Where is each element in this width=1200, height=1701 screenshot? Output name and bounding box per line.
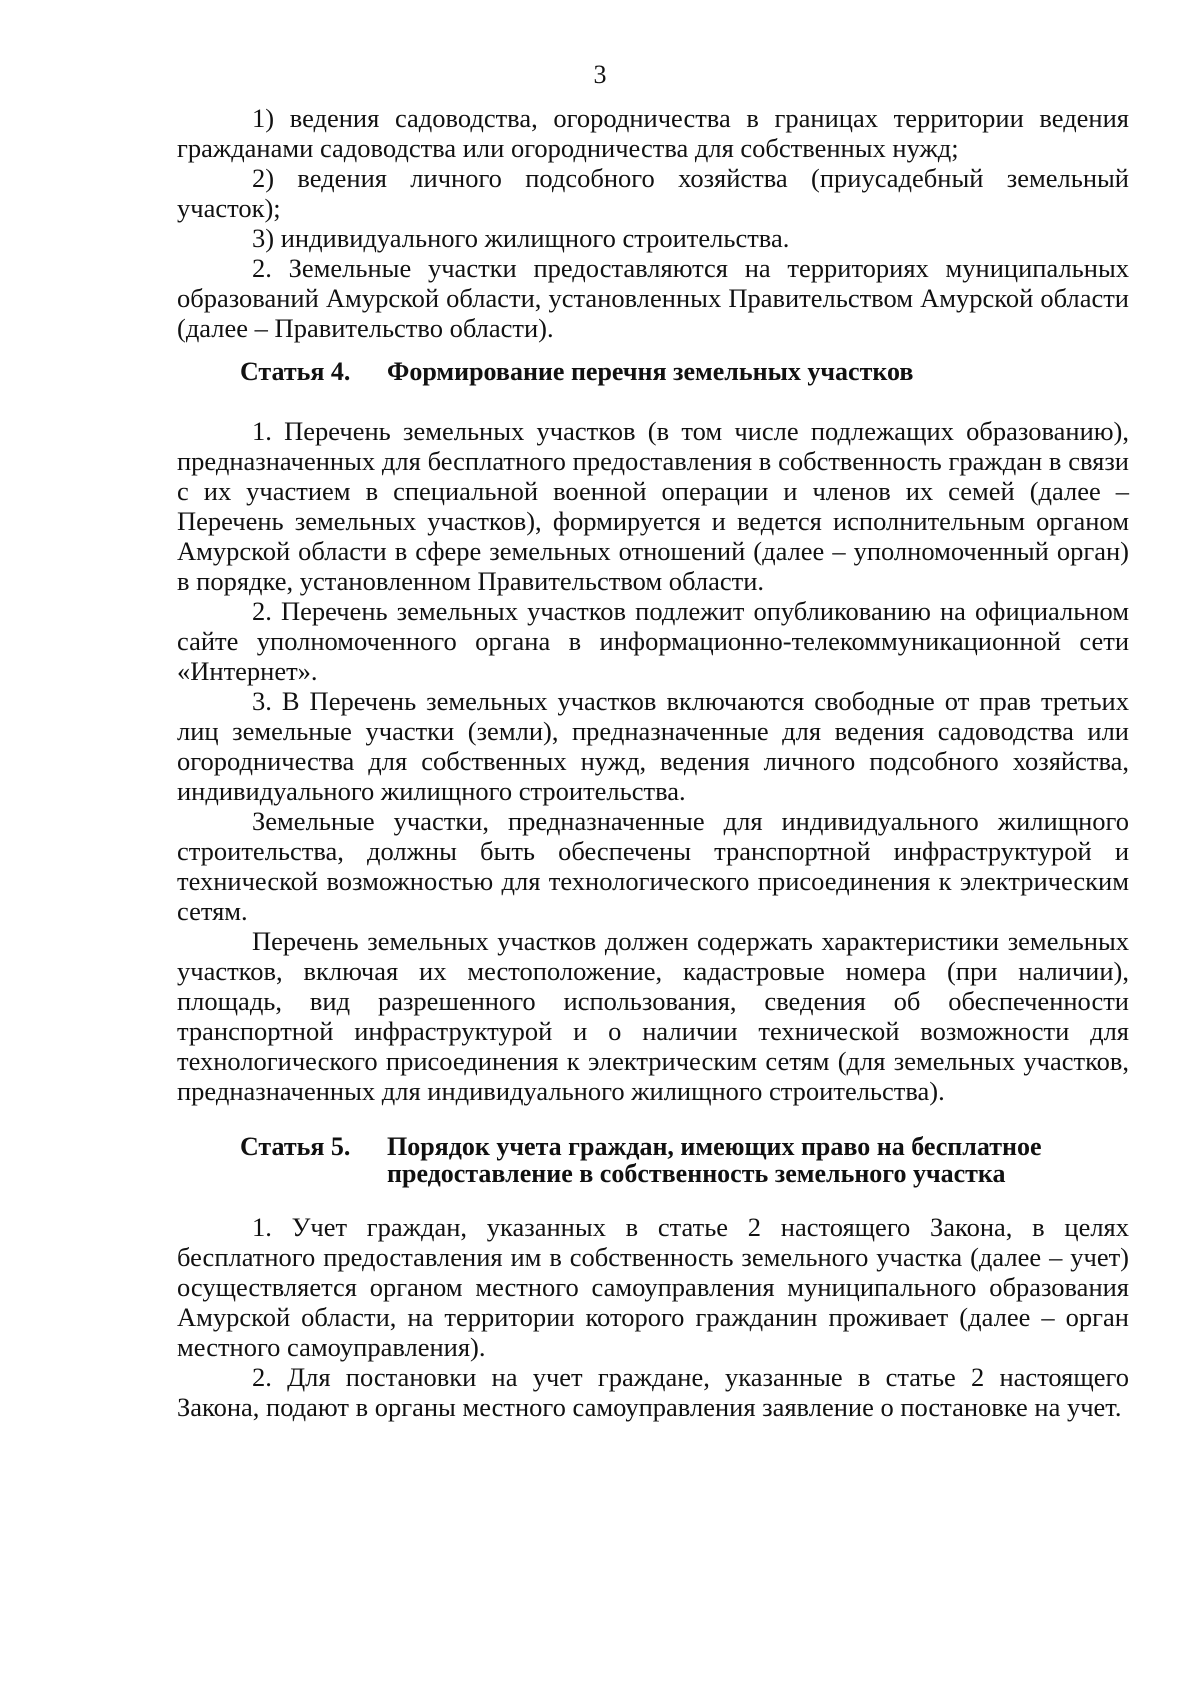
article-label: Статья 5. bbox=[240, 1132, 351, 1161]
paragraph: Земельные участки, предназначенные для индивидуального жилищного строительства, должны быть обеспечены транспортной инфраструктурой и технической возможностью для технологического присоединения к электрическим сетям. bbox=[177, 806, 1129, 926]
paragraph: 2. Перечень земельных участков подлежит опубликованию на официальном сайте уполномоченного органа в информационно-телекоммуникационной сети «Интернет». bbox=[177, 596, 1129, 686]
paragraph: 2. Для постановки на учет граждане, указанные в статье 2 настоящего Закона, подают в органы местного самоуправления заявление о постановке на учет. bbox=[177, 1362, 1129, 1422]
page-number: 3 bbox=[593, 60, 607, 89]
paragraph: 3) индивидуального жилищного строительства. bbox=[252, 223, 790, 253]
paragraph: 3. В Перечень земельных участков включаются свободные от прав третьих лиц земельные участки (земли), предназначенные для ведения садоводства или огородничества для собственных нужд, ведения личного подсобного хозяйства, индивидуального жилищного строительства. bbox=[177, 686, 1129, 806]
paragraph: 2. Земельные участки предоставляются на территориях муниципальных образований Амурской области, установленных Правительством Амурской области (далее – Правительство области). bbox=[177, 253, 1129, 343]
intro-block bbox=[177, 103, 1129, 343]
paragraph: Перечень земельных участков должен содержать характеристики земельных участков, включая их местоположение, кадастровые номера (при наличии), площадь, вид разрешенного использования, сведения об обеспеченности транспортной инфраструктурой и о наличии технической возможности для технологического присоединения к электрическим сетям (для земельных участков, предназначенных для индивидуального жилищного строительства). bbox=[177, 926, 1129, 1106]
paragraph: 1. Перечень земельных участков (в том числе подлежащих образованию), предназначенных для бесплатного предоставления в собственность граждан в связи с их участием в специальной военной операции и членов их семей (далее – Перечень земельных участков), формируется и ведется исполнительным органом Амурской области в сфере земельных отношений (далее – уполномоченный орган) в порядке, установленном Правительством области. bbox=[177, 416, 1129, 596]
article-5-heading bbox=[240, 1133, 1120, 1187]
paragraph: 2) ведения личного подсобного хозяйства (приусадебный земельный участок); bbox=[177, 163, 1129, 223]
article-title: Формирование перечня земельных участков bbox=[387, 357, 914, 386]
paragraph: 1) ведения садоводства, огородничества в границах территории ведения гражданами садоводства или огородничества для собственных нужд; bbox=[177, 103, 1129, 163]
article-5-body bbox=[177, 1212, 1129, 1422]
article-4-heading bbox=[240, 358, 1120, 385]
article-4-body bbox=[177, 416, 1129, 1106]
article-label: Статья 4. bbox=[240, 357, 351, 386]
article-title: Порядок учета граждан, имеющих право на бесплатное предоставление в собственность земельного участка bbox=[387, 1132, 1042, 1188]
paragraph: 1. Учет граждан, указанных в статье 2 настоящего Закона, в целях бесплатного предоставления им в собственность земельного участка (далее – учет) осуществляется органом местного самоуправления муниципального образования Амурской области, на территории которого гражданин проживает (далее – орган местного самоуправления). bbox=[177, 1212, 1129, 1362]
